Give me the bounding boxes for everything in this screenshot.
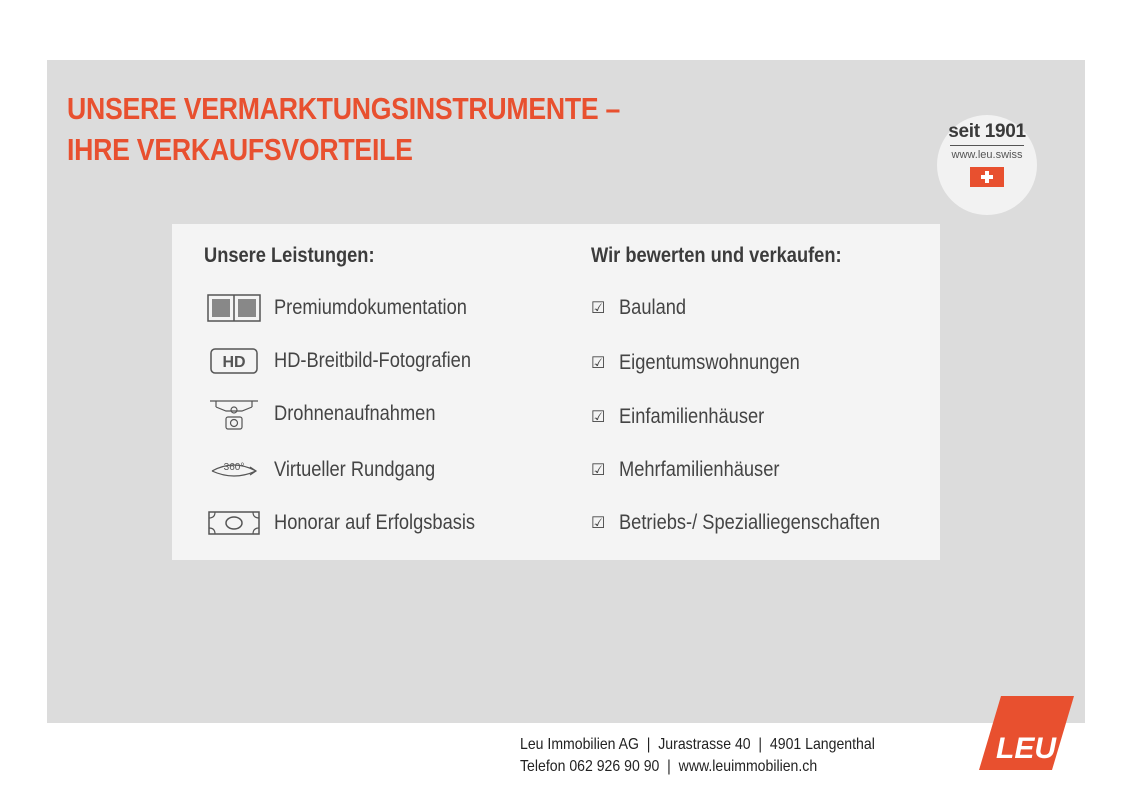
service-label: Honorar auf Erfolgsbasis <box>274 511 476 534</box>
property-item <box>591 506 919 540</box>
headline-line-1: UNSERE VERMARKTUNGSINSTRUMENTE – <box>67 91 621 126</box>
banknote-icon <box>204 508 264 538</box>
checkbox-icon: ☑ <box>591 515 606 532</box>
services-title: Unsere Leistungen: <box>204 244 375 267</box>
footer-contact <box>520 734 875 778</box>
360-icon-text: 360° <box>223 462 245 473</box>
service-label: HD-Breitbild-Fotografien <box>274 349 471 372</box>
brochure-icon <box>204 293 264 323</box>
drone-icon <box>204 399 264 429</box>
property-label: Mehrfamilienhäuser <box>619 458 780 481</box>
property-label: Eigentumswohnungen <box>619 351 800 374</box>
property-item <box>591 346 827 380</box>
360-icon <box>204 455 264 485</box>
badge-since: seit 1901 <box>948 121 1026 142</box>
service-label: Drohnenaufnahmen <box>274 402 436 425</box>
property-item <box>591 453 803 487</box>
properties-title: Wir bewerten und verkaufen: <box>591 244 842 267</box>
checkbox-icon: ☑ <box>591 409 606 426</box>
info-card <box>172 224 940 560</box>
swiss-flag-icon <box>970 167 1004 187</box>
service-item <box>204 397 460 431</box>
logo-text: LEU <box>996 732 1056 765</box>
property-label: Bauland <box>619 296 687 319</box>
property-label: Einfamilienhäuser <box>619 405 765 428</box>
footer-address: Leu Immobilien AG | Jurastrasse 40 | 4901 Langenthal <box>520 736 875 753</box>
headline-line-2: IHRE VERKAUFSVORTEILE <box>67 132 413 167</box>
since-1901-badge <box>937 115 1037 215</box>
checkbox-icon: ☑ <box>591 300 606 317</box>
badge-url: www.leu.swiss <box>951 149 1023 161</box>
headline <box>67 88 620 170</box>
checkbox-icon: ☑ <box>591 355 606 372</box>
leu-logo <box>979 696 1074 770</box>
service-label: Virtueller Rundgang <box>274 458 436 481</box>
property-item <box>591 291 696 325</box>
badge-rule <box>950 145 1024 146</box>
checkbox-icon: ☑ <box>591 462 606 479</box>
service-item <box>204 453 459 487</box>
hd-icon-text: HD <box>222 354 246 371</box>
service-item <box>204 506 505 540</box>
property-label: Betriebs-/ Spezialliegenschaften <box>619 511 881 534</box>
service-label: Premiumdokumentation <box>274 296 467 319</box>
hd-icon <box>204 346 264 376</box>
footer-phone-web: Telefon 062 926 90 90 | www.leuimmobilien.ch <box>520 758 818 775</box>
property-item <box>591 400 786 434</box>
service-item <box>204 291 496 325</box>
service-item <box>204 344 500 378</box>
